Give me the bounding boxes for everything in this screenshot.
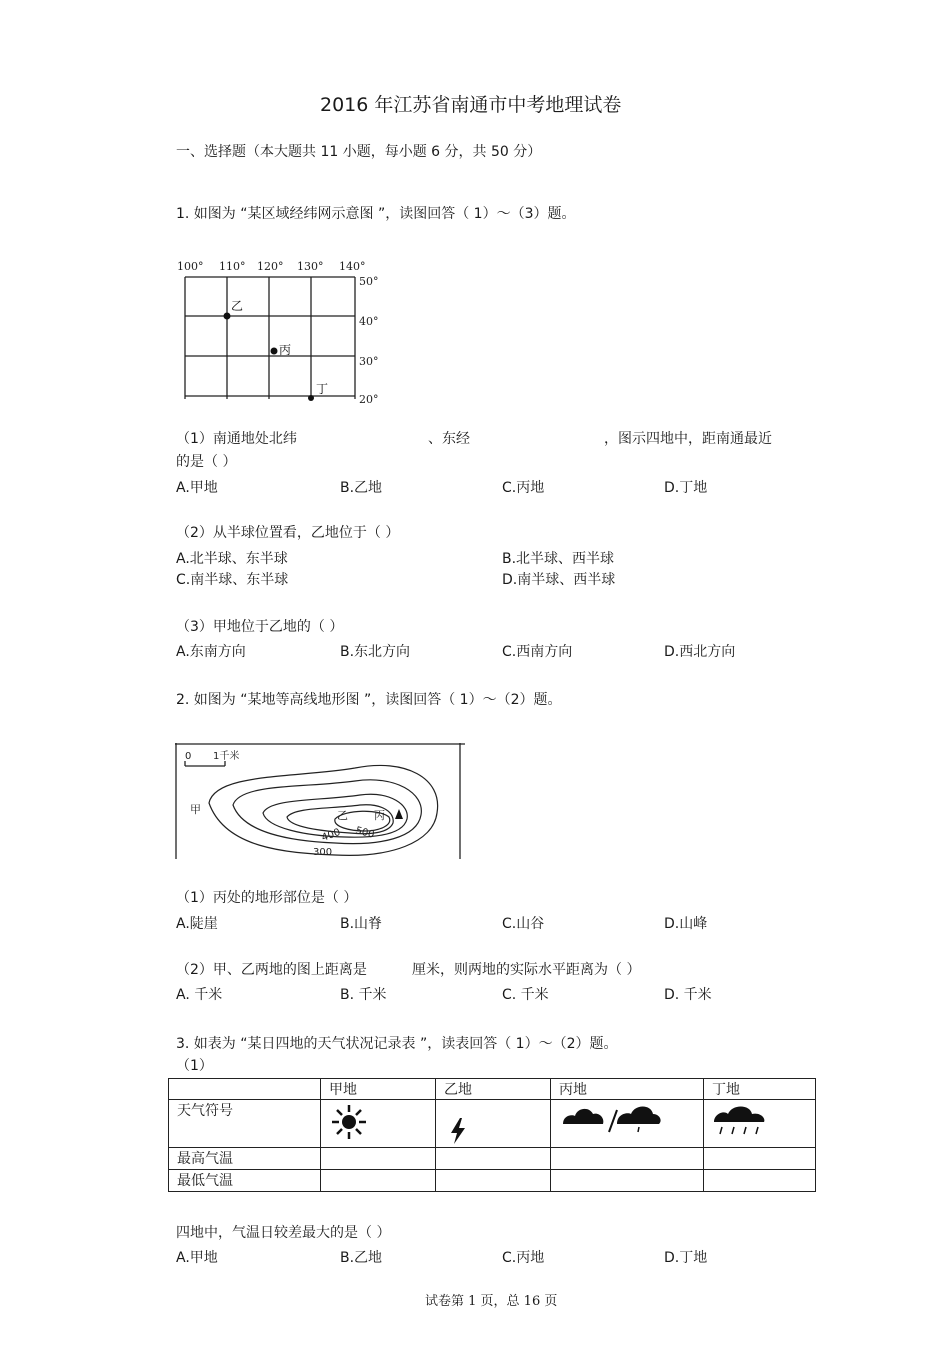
option: C. 千米 bbox=[502, 987, 549, 1003]
q1-sub1-line2: 的是（ ） bbox=[176, 454, 237, 470]
lat-label: 20° bbox=[359, 393, 379, 406]
q1-stem: 1. 如图为 “某区域经纬网示意图 ”，读图回答（ 1）～（3）题。 bbox=[176, 206, 576, 222]
lat-label: 50° bbox=[359, 275, 379, 288]
q1-sub2: （2）从半球位置看，乙地位于（ ） bbox=[176, 525, 400, 541]
option: D.南半球、西半球 bbox=[502, 572, 616, 588]
option: B.乙地 bbox=[340, 1250, 383, 1266]
option: B.东北方向 bbox=[340, 644, 411, 660]
option: B.北半球、西半球 bbox=[502, 551, 615, 567]
q1-sub3: （3）甲地位于乙地的（ ） bbox=[176, 619, 344, 635]
weather-symbol-cell bbox=[321, 1100, 436, 1148]
option: C.山谷 bbox=[502, 916, 545, 932]
row-label: 最高气温 bbox=[169, 1148, 321, 1170]
point-ding-marker bbox=[308, 395, 314, 401]
option: A.甲地 bbox=[176, 480, 218, 496]
q1-sub1-end: ，图示四地中，距南通最近 bbox=[604, 431, 772, 447]
sun-icon bbox=[329, 1102, 369, 1142]
table-row bbox=[169, 1148, 816, 1170]
section-heading: 一、选择题（本大题共 11 小题，每小题 6 分，共 50 分） bbox=[176, 144, 542, 160]
q1-sub1-line1: （1）南通地处北纬 bbox=[176, 431, 297, 447]
contour-label-500: 500 bbox=[354, 825, 376, 841]
option: A.北半球、东半球 bbox=[176, 551, 288, 567]
option: C.西南方向 bbox=[502, 644, 573, 660]
lon-label: 100° bbox=[177, 260, 204, 273]
scale-zero: 0 bbox=[185, 751, 192, 762]
contour-label-300: 300 bbox=[313, 847, 333, 858]
option: B.乙地 bbox=[340, 480, 383, 496]
option: B.山脊 bbox=[340, 916, 383, 932]
contour-map-figure bbox=[175, 743, 465, 859]
q3-stem: 3. 如表为 “某日四地的天气状况记录表 ”，读表回答（ 1）～（2）题。 bbox=[176, 1036, 618, 1052]
page-footer: 试卷第 1 页，总 16 页 bbox=[425, 1294, 558, 1309]
lon-label: 140° bbox=[339, 260, 366, 273]
option: D.丁地 bbox=[664, 1250, 708, 1266]
option: A.东南方向 bbox=[176, 644, 246, 660]
table-header-row bbox=[169, 1079, 816, 1100]
point-bing-label: 丙 bbox=[279, 343, 292, 357]
header-cell: 丙地 bbox=[551, 1079, 704, 1100]
lon-label: 130° bbox=[297, 260, 324, 273]
point-jia-label: 甲 bbox=[190, 803, 201, 816]
q3-question: 四地中，气温日较差最大的是（ ） bbox=[176, 1225, 391, 1241]
q2-sub2-start: （2）甲、乙两地的图上距离是 bbox=[176, 962, 367, 978]
option: D.西北方向 bbox=[664, 644, 736, 660]
header-cell: 丁地 bbox=[704, 1079, 816, 1100]
weather-symbol-cell bbox=[704, 1100, 816, 1148]
point-ding-label: 丁 bbox=[316, 382, 329, 396]
option: D. 千米 bbox=[664, 987, 712, 1003]
point-yi-marker bbox=[224, 313, 231, 320]
option: D.山峰 bbox=[664, 916, 708, 932]
header-cell bbox=[169, 1079, 321, 1100]
lat-lon-grid-figure bbox=[175, 253, 387, 406]
option: C.南半球、东半球 bbox=[176, 572, 289, 588]
q2-sub2-end: 厘米，则两地的实际水平距离为（ ） bbox=[412, 962, 641, 978]
option: C.丙地 bbox=[502, 480, 545, 496]
point-yi-label: 乙 bbox=[231, 299, 244, 313]
weather-symbol-cell bbox=[436, 1100, 551, 1148]
weather-table bbox=[168, 1078, 816, 1192]
contour-label-400: 400 bbox=[320, 826, 342, 844]
header-cell: 甲地 bbox=[321, 1079, 436, 1100]
weather-symbol-cell bbox=[551, 1100, 704, 1148]
point-bing-label: 丙 bbox=[374, 809, 385, 822]
option: D.丁地 bbox=[664, 480, 708, 496]
option: A. 千米 bbox=[176, 987, 223, 1003]
cloud-snow-icon bbox=[712, 1102, 768, 1138]
header-cell: 乙地 bbox=[436, 1079, 551, 1100]
point-yi-label: 乙 bbox=[337, 809, 348, 822]
q2-sub1: （1）丙处的地形部位是（ ） bbox=[176, 890, 358, 906]
lon-label: 120° bbox=[257, 260, 284, 273]
table-row bbox=[169, 1170, 816, 1192]
lat-label: 30° bbox=[359, 355, 379, 368]
row-label: 最低气温 bbox=[169, 1170, 321, 1192]
lat-label: 40° bbox=[359, 315, 379, 328]
point-bing-marker bbox=[271, 348, 278, 355]
q1-sub1-mid: 、东经 bbox=[428, 431, 470, 447]
q2-stem: 2. 如图为 “某地等高线地形图 ”，读图回答（ 1）～（2）题。 bbox=[176, 692, 562, 708]
cloud-rain-icon bbox=[559, 1102, 663, 1138]
page-title: 2016 年江苏省南通市中考地理试卷 bbox=[320, 94, 622, 116]
option: A.甲地 bbox=[176, 1250, 218, 1266]
option: B. 千米 bbox=[340, 987, 387, 1003]
lightning-icon bbox=[444, 1116, 472, 1146]
row-label: 天气符号 bbox=[169, 1100, 321, 1148]
option: A.陡崖 bbox=[176, 916, 218, 932]
q3-sub-number: （1） bbox=[176, 1058, 213, 1074]
option: C.丙地 bbox=[502, 1250, 545, 1266]
scale-label: 1千米 bbox=[213, 751, 240, 762]
lon-label: 110° bbox=[219, 260, 246, 273]
table-row bbox=[169, 1100, 816, 1148]
